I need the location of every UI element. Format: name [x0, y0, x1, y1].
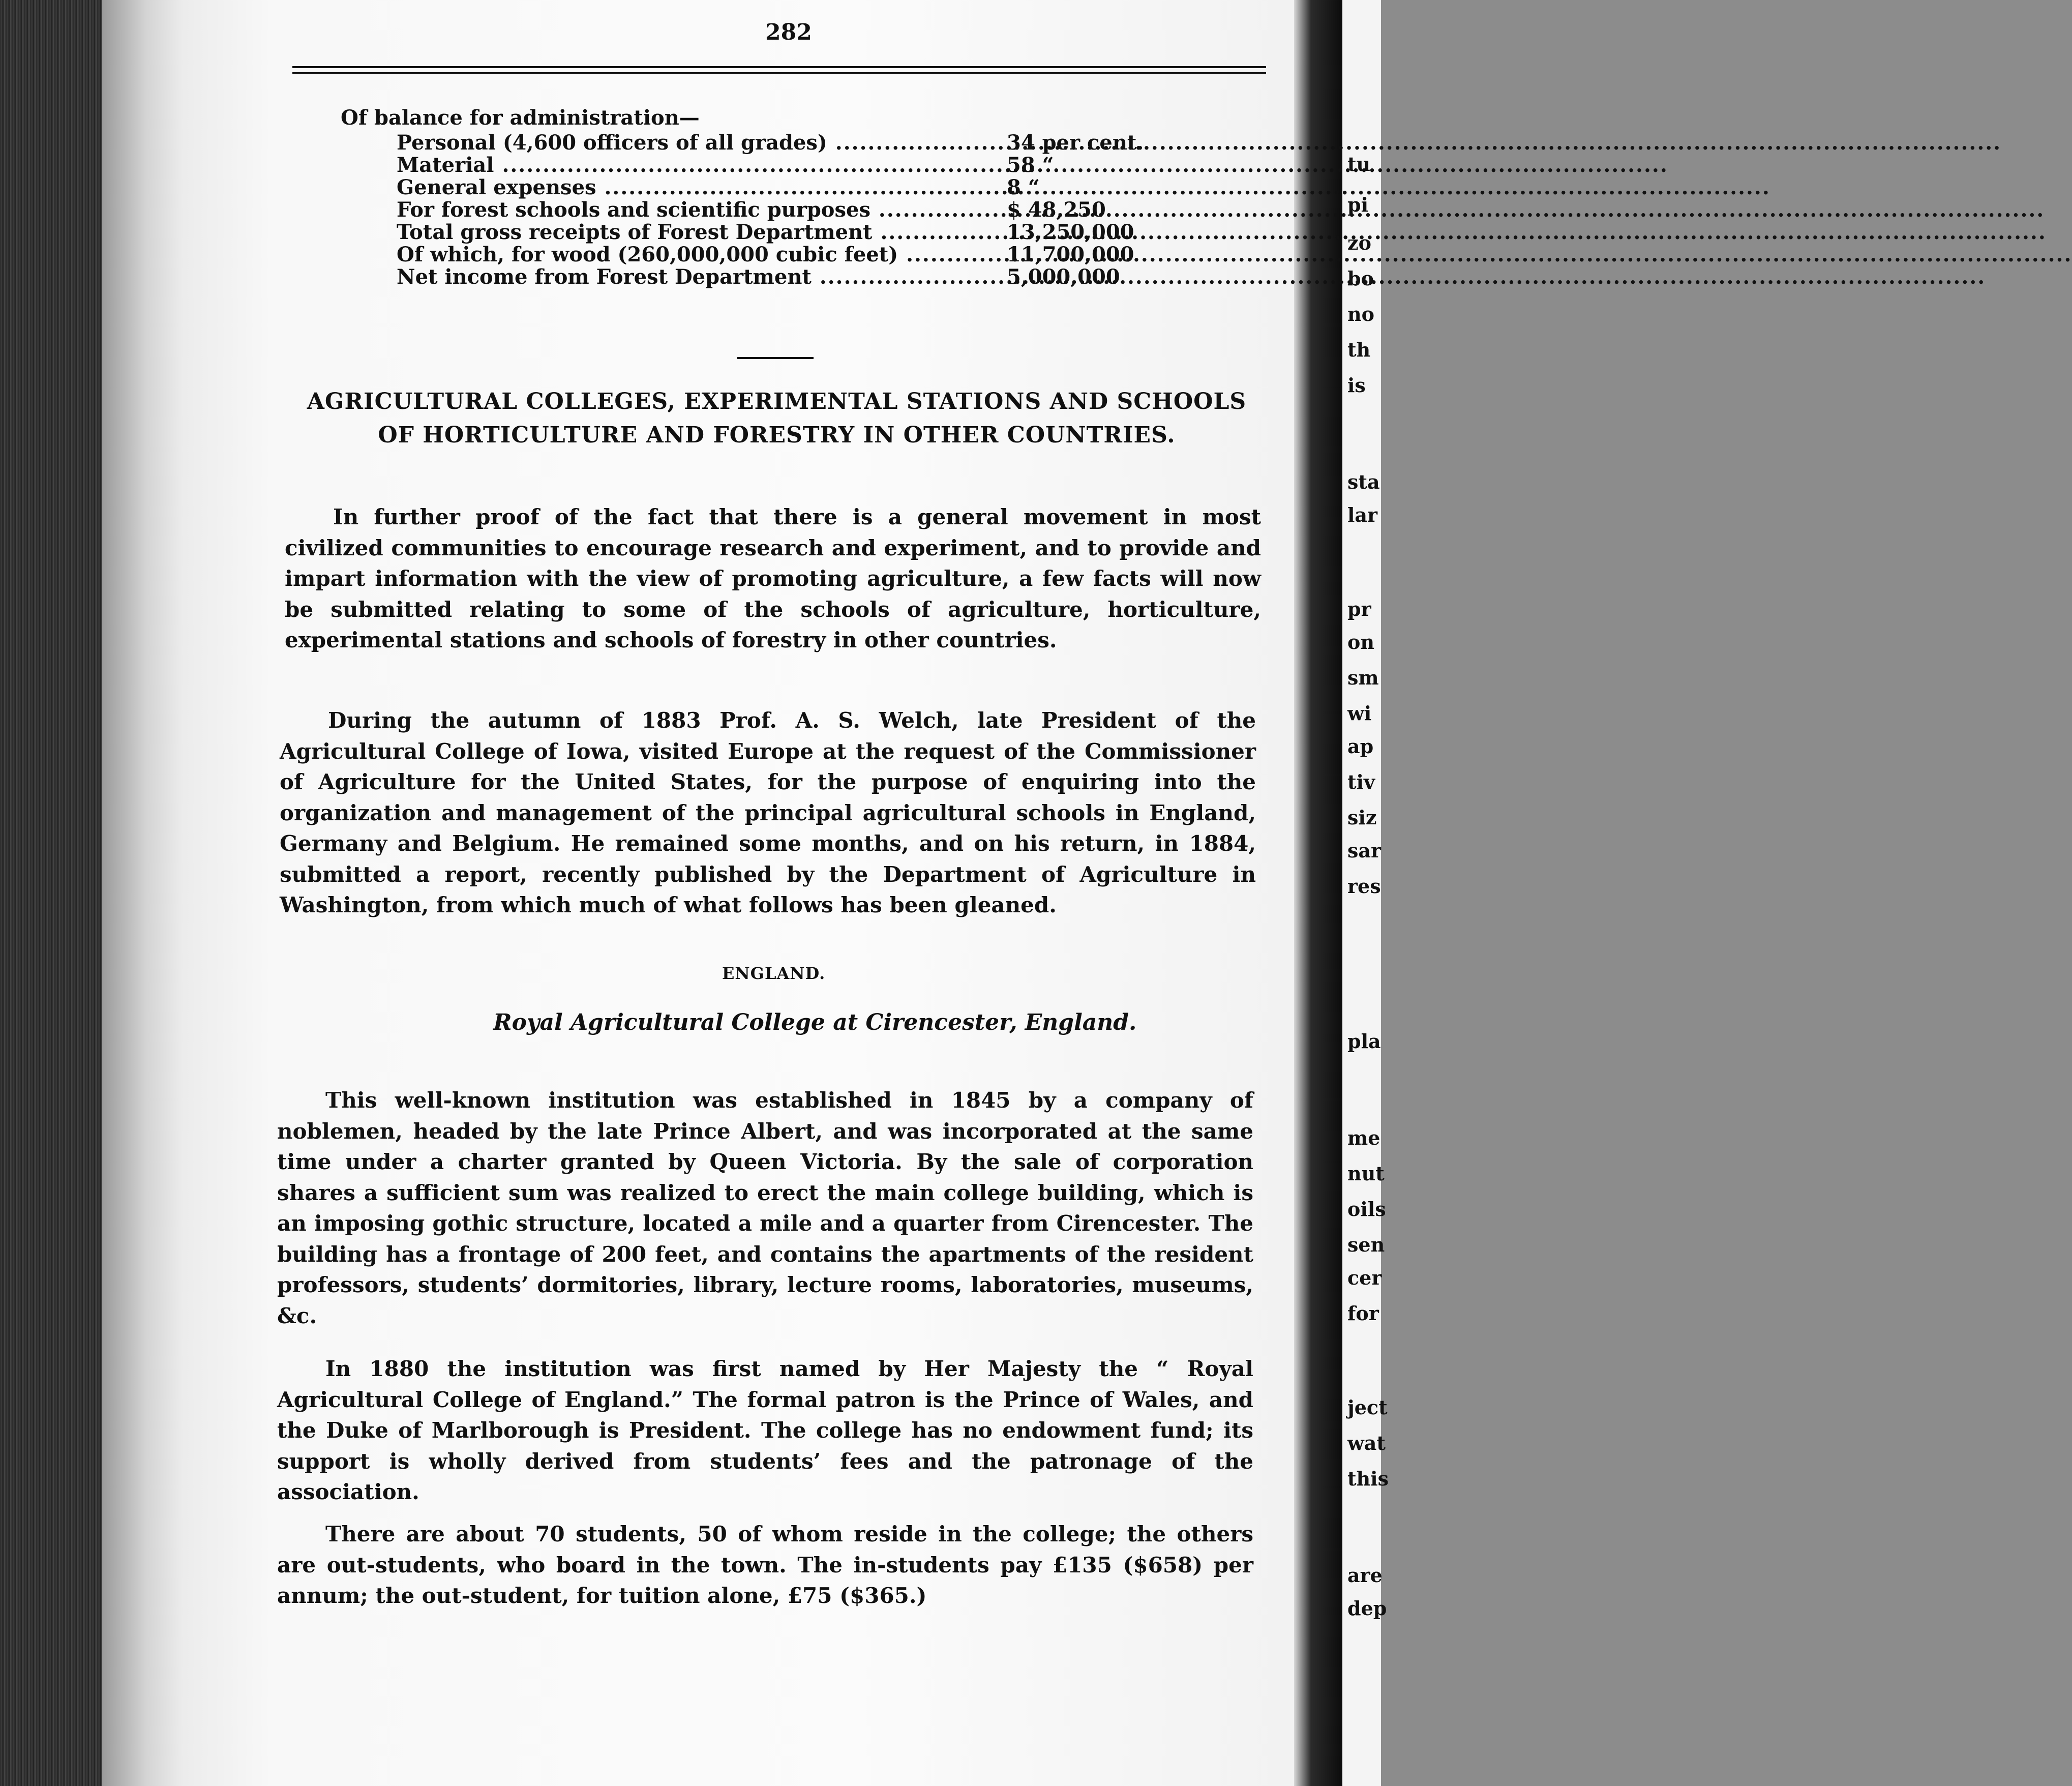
section-heading-line: AGRICULTURAL COLLEGES, EXPERIMENTAL STATIONS AND SCHOOLS — [307, 389, 1247, 414]
ledger-label: Of which, for wood (260,000,000 cubic feet) ..... — [397, 244, 994, 266]
facing-page-fragment: lar — [1347, 503, 1378, 526]
college-subheading: Royal Agricultural College at Cirencester, England. — [493, 1009, 1137, 1035]
ledger-row — [397, 244, 1169, 266]
facing-page-fragment: sm — [1347, 666, 1379, 689]
ledger-row — [397, 266, 1169, 288]
ledger-row — [397, 132, 1169, 154]
facing-page-fragment: pr — [1347, 598, 1371, 620]
ledger-label: Net income from Forest Department ..... — [397, 266, 994, 288]
ledger-value: 8 “ — [1007, 175, 1040, 199]
facing-page-fragment: tiv — [1347, 770, 1375, 793]
ledger-label: Personal (4,600 officers of all grades) ..... — [397, 132, 994, 154]
section-heading — [285, 385, 1269, 452]
facing-page-fragment: for — [1347, 1302, 1379, 1325]
facing-page-fragment: tu — [1347, 153, 1371, 175]
institution-paragraph: This well-known institution was established in 1845 by a company of noblemen, headed by the late Prince Albert, and was incorporated at the same time under a charter granted by Queen Victoria. By the sale of corporation shares a sufficient sum was realized to erect the main college building, which is an imposing gothic structure, located a mile and a quarter from Cirencester. The building has a frontage of 200 feet, and contains the apartments of the resident professors, students’ dormitories, library, lecture rooms, laboratories, museums, &c. — [277, 1088, 1253, 1328]
intro-paragraph: In further proof of the fact that there is a general movement in most civilized communities to encourage research and experiment, and to provide and impart information with the view of promoting agriculture, a few facts will now be submitted relating to some of the schools of agriculture, horticulture, experimental stations and schools of forestry in other countries. — [285, 504, 1261, 652]
facing-page-fragment: ap — [1347, 735, 1374, 758]
facing-page-fragment: zo — [1347, 231, 1371, 254]
facing-page-fragment: pla — [1347, 1030, 1381, 1053]
page-number: 282 — [765, 19, 812, 45]
facing-page-fragment: bo — [1347, 267, 1374, 290]
ledger-label: General expenses ..... — [397, 176, 994, 199]
facing-page-fragment: pi — [1347, 193, 1369, 216]
named-paragraph: In 1880 the institution was first named by Her Majesty the “ Royal Agricultural College of England.” The formal patron is the Prince of Wales, and the Duke of Marlborough is President. The college has no endowment fund; its support is wholly derived from students’ fees and the patronage of the association. — [277, 1356, 1253, 1504]
ledger-row — [397, 176, 1169, 199]
ledger-value: 34 per cent. — [1007, 131, 1144, 155]
facing-page-fragment: is — [1347, 374, 1366, 397]
book-gutter-edges — [0, 0, 102, 1786]
facing-page-fragment: sen — [1347, 1233, 1385, 1256]
facing-page-fragment: th — [1347, 338, 1371, 361]
facing-page-fragment: sar — [1347, 839, 1382, 862]
ledger-value: 13,250,000 — [1007, 220, 1134, 244]
students-paragraph: There are about 70 students, 50 of whom reside in the college; the others are out-students, who board in the town. The in-students pay £135 ($658) per annum; the out-student, for tuition alone, £75 ($365.) — [277, 1522, 1253, 1608]
facing-page-fragment: res — [1347, 875, 1381, 898]
ledger-label: For forest schools and scientific purposes ..... — [397, 199, 994, 221]
facing-page-fragment: are — [1347, 1564, 1383, 1587]
gutter-shadow — [102, 0, 183, 1786]
section-divider-dash — [737, 357, 814, 359]
facing-page-fragment: wi — [1347, 702, 1372, 725]
facing-page-fragment: sta — [1347, 470, 1380, 493]
facing-page-fragment: wat — [1347, 1432, 1386, 1454]
ledger-intro: Of balance for administration— — [341, 106, 700, 130]
facing-page-fragment: on — [1347, 631, 1374, 653]
facing-page-fragment: this — [1347, 1467, 1389, 1490]
ledger-value: 11,700,000 — [1007, 243, 1134, 266]
ledger-value: 5,000,000 — [1007, 265, 1120, 289]
ledger-row — [397, 221, 1169, 244]
ledger-label: Material ..... — [397, 154, 994, 176]
header-double-rule — [292, 66, 1266, 74]
facing-page-fragment: siz — [1347, 806, 1377, 829]
ledger-row — [397, 154, 1169, 176]
facing-page-fragment: cer — [1347, 1266, 1382, 1289]
section-heading-line: OF HORTICULTURE AND FORESTRY IN OTHER COUNTRIES. — [378, 422, 1176, 448]
administration-ledger — [341, 104, 1169, 288]
facing-page-fragment: me — [1347, 1126, 1380, 1149]
ledger-label: Total gross receipts of Forest Department ..... — [397, 221, 994, 244]
facing-page-fragment: no — [1347, 303, 1374, 325]
facing-page-fragment: oils — [1347, 1198, 1386, 1221]
facing-page-fragment: ject — [1347, 1396, 1388, 1419]
ledger-value: 58 “ — [1007, 153, 1054, 177]
facing-page-fragment: dep — [1347, 1597, 1387, 1620]
ledger-row — [397, 199, 1169, 221]
country-heading: ENGLAND. — [722, 964, 826, 983]
facing-page-fragment: nut — [1347, 1162, 1385, 1185]
welch-paragraph: During the autumn of 1883 Prof. A. S. Welch, late President of the Agricultural College of Iowa, visited Europe at the request of the Commissioner of Agriculture for the United States, for the purpose of enquiring into the organization and management of the principal agricultural schools in England, Germany and Belgium. He remained some months, and on his return, in 1884, submitted a report, recently published by the Department of Agriculture in Washington, from which much of what follows has been gleaned. — [280, 708, 1256, 917]
ledger-value: $ 48,250 — [1007, 198, 1106, 222]
